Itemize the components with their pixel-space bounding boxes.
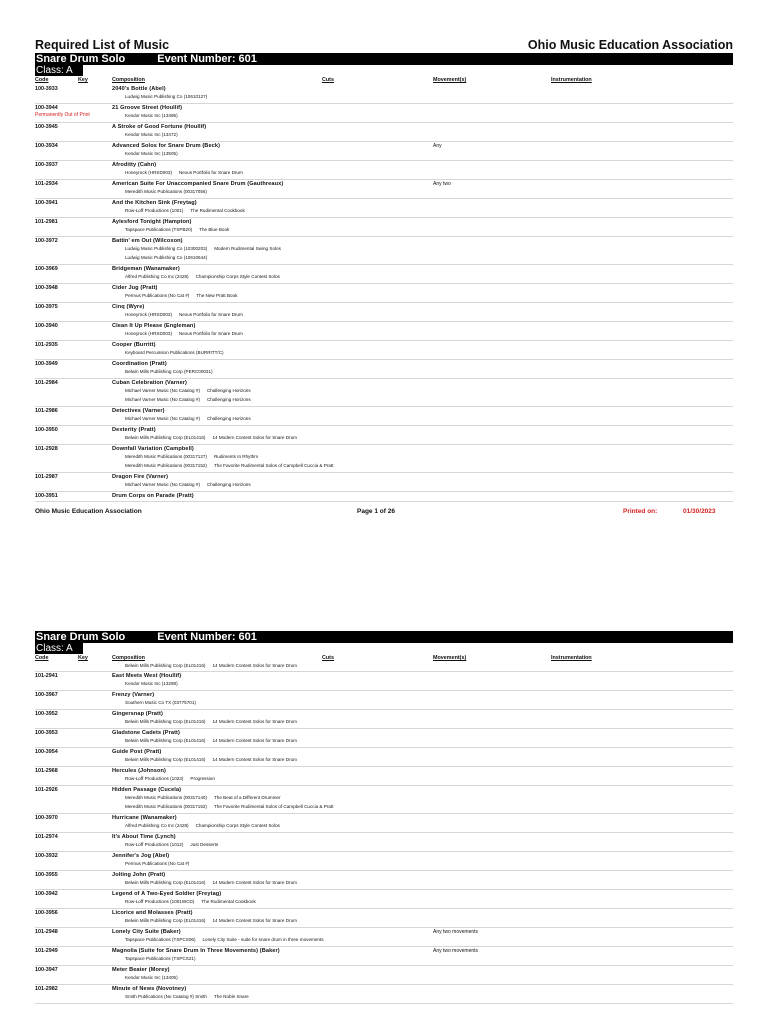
- publisher-line: [125, 293, 237, 298]
- composition-title: Licorice and Molasses (Pratt): [112, 910, 193, 916]
- composition-title: Dexterity (Pratt): [112, 427, 156, 433]
- publisher: Meredith Music Publications (00317152): [125, 804, 207, 809]
- collection-title: The Rudimental Cookbook: [190, 208, 245, 213]
- publisher-line: [125, 151, 178, 156]
- item-code: 100-3970: [35, 815, 58, 821]
- publisher-line: [125, 274, 280, 279]
- publisher: Row-Loff Productions (1001): [125, 208, 184, 213]
- composition-title: Bridgeman (Wanamaker): [112, 266, 180, 272]
- publisher: Permus Publications (No Cat #): [125, 293, 190, 298]
- publisher-line: [125, 246, 281, 251]
- publisher: Southern Music Co TX (03775701): [125, 700, 196, 705]
- publisher: Tapspace Publications (TSPCS21): [125, 956, 196, 961]
- list-item: [35, 947, 733, 966]
- col-key: Key: [78, 77, 88, 83]
- item-code: 100-3975: [35, 304, 58, 310]
- publisher-line: [125, 312, 243, 317]
- publisher: Alfred Publishing Co Inc (2428): [125, 274, 189, 279]
- publisher: Meredith Music Publications (00317140): [125, 795, 207, 800]
- composition-title: Hurricane (Wanamaker): [112, 815, 177, 821]
- item-code: 100-3947: [35, 967, 58, 973]
- publisher-line: [125, 956, 195, 961]
- composition-title: Cider Jug (Pratt): [112, 285, 158, 291]
- publisher: Meredith Music Publications (00317056): [125, 189, 207, 194]
- item-code: 101-2934: [35, 181, 58, 187]
- collection-title: Nexus Portfolio for Snare Drum: [178, 331, 243, 336]
- publisher: Michael Varner Music (No Catalog #): [125, 397, 200, 402]
- composition-title: Drum Corps on Parade (Pratt): [112, 493, 194, 499]
- list-item: [35, 871, 733, 890]
- publisher: Belwin Mills Publishing Corp (EL01416): [125, 435, 206, 440]
- col-composition: Composition: [112, 77, 145, 83]
- collection-title: Lonely City Suite - suite for snare drum in three movements: [202, 937, 324, 942]
- publisher: Michael Varner Music (No Catalog #): [125, 482, 200, 487]
- collection-title: 14 Modern Contest Solos for Snare Drum: [212, 719, 297, 724]
- publisher-line: [125, 804, 333, 809]
- composition-title: East Meets West (Houllif): [112, 673, 182, 679]
- publisher: Belwin Mills Publishing Corp (EL01416): [125, 719, 206, 724]
- publisher-line: [125, 416, 251, 421]
- list-item: [35, 710, 733, 729]
- list-item: [35, 218, 733, 237]
- list-item: [35, 426, 733, 445]
- composition-title: Cuban Celebration (Varner): [112, 380, 188, 386]
- publisher-line: [125, 369, 213, 374]
- publisher-line: [125, 937, 324, 942]
- publisher-line: [125, 738, 297, 743]
- collection-title: 14 Modern Contest Solos for Snare Drum: [212, 435, 297, 440]
- collection-title: Championship Corps Style Contest Solos: [195, 274, 280, 279]
- item-code: 101-2941: [35, 673, 58, 679]
- composition-title: Coordination (Pratt): [112, 361, 167, 367]
- event-number: Event Number: 601: [157, 631, 257, 643]
- publisher: Smith Publications (No Catalog #) Smith: [125, 994, 207, 999]
- item-code: 101-2948: [35, 929, 58, 935]
- publisher: Belwin Mills Publishing Corp (PERC00031): [125, 369, 213, 374]
- composition-title: It's About Time (Lynch): [112, 834, 176, 840]
- publisher-line: [125, 94, 207, 99]
- publisher: Kendor Music Inc (13505): [125, 151, 178, 156]
- col-instrumentation: Instrumentation: [551, 655, 592, 661]
- collection-title: Progression: [190, 776, 215, 781]
- composition-title: American Suite For Unaccompanied Snare Drum (Gauthreaux): [112, 181, 284, 187]
- publisher: Belwin Mills Publishing Corp (EL01416): [125, 663, 206, 668]
- item-code: 100-3933: [35, 86, 58, 92]
- item-code: 100-3944: [35, 105, 58, 111]
- publisher-line: [125, 663, 297, 668]
- item-code: 100-3972: [35, 238, 58, 244]
- item-code: 101-2968: [35, 768, 58, 774]
- composition-title: Minute of News (Novotney): [112, 986, 187, 992]
- continued-publisher-row: [35, 663, 733, 672]
- collection-title: Challenging Horizons: [206, 416, 251, 421]
- publisher-line: [125, 170, 243, 175]
- report-header: [35, 34, 733, 52]
- collection-title: The Beat of a Different Drummer: [213, 795, 281, 800]
- list-item: [35, 85, 733, 104]
- item-code: 100-3949: [35, 361, 58, 367]
- report-page-2: [35, 630, 733, 1004]
- item-code: 100-3969: [35, 266, 58, 272]
- collection-title: Nexus Portfolio for Snare Drum: [178, 312, 243, 317]
- item-code: 100-3953: [35, 730, 58, 736]
- col-movements: Movement(s): [433, 77, 467, 83]
- composition-title: Aylesford Tonight (Hampton): [112, 219, 192, 225]
- list-item: [35, 303, 733, 322]
- publisher-line: [125, 795, 281, 800]
- composition-title: Lonely City Suite (Baker): [112, 929, 181, 935]
- composition-title: Meter Beater (Morey): [112, 967, 170, 973]
- item-code: 101-2974: [35, 834, 58, 840]
- item-code: 100-3952: [35, 711, 58, 717]
- col-code: Code: [35, 655, 49, 661]
- publisher: Michael Varner Music (No Catalog #): [125, 388, 200, 393]
- collection-title: The Noble Snare: [213, 994, 249, 999]
- list-item: [35, 265, 733, 284]
- col-instrumentation: Instrumentation: [551, 77, 592, 83]
- publisher-line: [125, 189, 207, 194]
- publisher-line: [125, 842, 218, 847]
- list-item: [35, 142, 733, 161]
- page-number: Page 1 of 26: [357, 508, 395, 515]
- publisher-line: [125, 397, 251, 402]
- publisher-line: [125, 861, 189, 866]
- event-number: Event Number: 601: [157, 53, 257, 65]
- printed-on-label: Printed on:: [623, 508, 658, 515]
- composition-title: Gladstone Cadets (Pratt): [112, 730, 180, 736]
- publisher: Kendor Music Inc (13298): [125, 681, 178, 686]
- publisher-line: [125, 880, 297, 885]
- publisher-line: [125, 776, 215, 781]
- item-code: 100-3954: [35, 749, 58, 755]
- composition-title: 21 Groove Street (Houllif): [112, 105, 183, 111]
- list-item: [35, 966, 733, 985]
- item-code: 101-2926: [35, 787, 58, 793]
- composition-title: Detectives (Varner): [112, 408, 165, 414]
- item-code: 100-3934: [35, 143, 58, 149]
- composition-title: And the Kitchen Sink (Freytag): [112, 200, 197, 206]
- item-code: 101-2928: [35, 446, 58, 452]
- publisher-line: [125, 132, 178, 137]
- item-code: 100-3967: [35, 692, 58, 698]
- collection-title: 14 Modern Contest Solos for Snare Drum: [212, 918, 297, 923]
- publisher: Honeyrock (HRSD003): [125, 312, 172, 317]
- composition-title: Gingersnap (Pratt): [112, 711, 163, 717]
- report-page-1: [35, 34, 733, 518]
- collection-title: The Favorite Rudimental Solos of Campbell Cuccia & Pratt: [213, 463, 334, 468]
- publisher: Ludwig Music Publishing Co (10610127): [125, 94, 208, 99]
- list-item: [35, 284, 733, 303]
- col-composition: Composition: [112, 655, 145, 661]
- composition-title: Frenzy (Varner): [112, 692, 155, 698]
- list-item: [35, 928, 733, 947]
- collection-title: Nexus Portfolio for Snare Drum: [178, 170, 243, 175]
- composition-title: Jolting John (Pratt): [112, 872, 166, 878]
- collection-title: The Favorite Rudimental Solos of Campbell Cuccia & Pratt: [213, 804, 334, 809]
- col-movements: Movement(s): [433, 655, 467, 661]
- composition-title: Clean It Up Please (Engleman): [112, 323, 196, 329]
- composition-title: Magnolia (Suite for Snare Drum In Three Movements) (Baker): [112, 948, 280, 954]
- publisher: Tapspace Publications (TSPB20): [125, 227, 193, 232]
- collection-title: The Rudimental Cookbook: [201, 899, 256, 904]
- publisher-line: [125, 681, 178, 686]
- item-code: 100-3948: [35, 285, 58, 291]
- composition-title: Hercules (Johnson): [112, 768, 167, 774]
- event-bar: [35, 631, 733, 643]
- publisher: Row-Loff Productions (1001WCD): [125, 899, 195, 904]
- publisher-line: [125, 700, 196, 705]
- item-code: 100-3956: [35, 910, 58, 916]
- publisher-line: [125, 350, 224, 355]
- publisher-line: [125, 463, 333, 468]
- composition-list: [35, 85, 733, 502]
- publisher: Meredith Music Publications (00317152): [125, 463, 207, 468]
- composition-title: 2040's Bottle (Abel): [112, 86, 166, 92]
- list-item: [35, 852, 733, 871]
- list-item: [35, 180, 733, 199]
- publisher-line: [125, 255, 207, 260]
- composition-title: Cinq (Wyre): [112, 304, 145, 310]
- composition-title: Dragon Fire (Varner): [112, 474, 169, 480]
- movements: Any: [433, 143, 442, 149]
- publisher: Ludwig Music Publishing Co (10300203): [125, 246, 208, 251]
- composition-title: Legend of A Two-Eyed Soldier (Freytag): [112, 891, 222, 897]
- list-item: [35, 445, 733, 473]
- item-code: 100-3945: [35, 124, 58, 130]
- list-item: [35, 360, 733, 379]
- publisher: Meredith Music Publications (00317127): [125, 454, 207, 459]
- publisher-line: [125, 454, 258, 459]
- composition-title: Guide Post (Pratt): [112, 749, 162, 755]
- collection-title: The New Pratt Book: [196, 293, 238, 298]
- list-item: [35, 672, 733, 691]
- item-code: 100-3937: [35, 162, 58, 168]
- publisher: Honeyrock (HRSD003): [125, 170, 172, 175]
- publisher: Permus Publications (No Cat #): [125, 861, 190, 866]
- list-item: [35, 985, 733, 1004]
- publisher: Belwin Mills Publishing Corp (EL01416): [125, 918, 206, 923]
- publisher-line: [125, 113, 178, 118]
- organization-name: Ohio Music Education Association: [527, 38, 733, 52]
- publisher-line: [125, 823, 280, 828]
- item-code: 100-3932: [35, 853, 58, 859]
- list-item: [35, 729, 733, 748]
- item-code: 100-3950: [35, 427, 58, 433]
- list-item: [35, 407, 733, 426]
- publisher: Alfred Publishing Co Inc (2428): [125, 823, 189, 828]
- publisher-line: [125, 208, 245, 213]
- publisher: Belwin Mills Publishing Corp (EL01416): [125, 738, 206, 743]
- publisher-line: [125, 918, 297, 923]
- collection-title: The Blue Book: [199, 227, 230, 232]
- collection-title: 14 Modern Contest Solos for Snare Drum: [212, 880, 297, 885]
- list-item: [35, 767, 733, 786]
- list-item: [35, 492, 733, 502]
- composition-list: [35, 672, 733, 1004]
- publisher-line: [125, 994, 249, 999]
- publisher: Ludwig Music Publishing Co (10610644): [125, 255, 208, 260]
- composition-title: A Stroke of Good Fortune (Houllif): [112, 124, 207, 130]
- publisher: Keyboard Percussion Publications (BURRITT/C): [125, 350, 224, 355]
- collection-title: Challenging Horizons: [206, 388, 251, 393]
- publisher: Row-Loff Productions (1023): [125, 776, 184, 781]
- publisher-line: [125, 435, 297, 440]
- item-code: 101-2984: [35, 380, 58, 386]
- collection-title: 14 Modern Contest Solos for Snare Drum: [212, 663, 297, 668]
- item-code: 100-3940: [35, 323, 58, 329]
- composition-title: Afroditty (Cahn): [112, 162, 157, 168]
- page-footer: [35, 508, 733, 518]
- list-item: [35, 786, 733, 814]
- list-item: [35, 199, 733, 218]
- list-item: [35, 748, 733, 767]
- movements: Any two movements: [433, 948, 479, 954]
- composition-title: Advanced Solos for Snare Drum (Beck): [112, 143, 221, 149]
- publisher: Honeyrock (HRSD003): [125, 331, 172, 336]
- collection-title: Just Desserts: [190, 842, 219, 847]
- collection-title: Challenging Horizons: [206, 482, 251, 487]
- publisher: Kendor Music Inc (13405): [125, 975, 178, 980]
- publisher: Belwin Mills Publishing Corp (EL01416): [125, 880, 206, 885]
- class-label: Class: A: [35, 65, 83, 76]
- collection-title: Rudiments In Rhythm: [213, 454, 259, 459]
- composition-title: Downfall Variation (Campbell): [112, 446, 194, 452]
- event-name: Snare Drum Solo: [36, 631, 126, 643]
- list-item: [35, 123, 733, 142]
- item-code: 100-3941: [35, 200, 58, 206]
- collection-title: Modern Rudimental Swing Solos: [214, 246, 281, 251]
- publisher-line: [125, 899, 256, 904]
- item-code: 101-2949: [35, 948, 58, 954]
- list-item: [35, 161, 733, 180]
- collection-title: 14 Modern Contest Solos for Snare Drum: [212, 757, 297, 762]
- publisher-line: [125, 975, 178, 980]
- item-code: 100-3955: [35, 872, 58, 878]
- class-label: Class: A: [35, 643, 83, 654]
- item-code: 101-2981: [35, 219, 58, 225]
- list-item: [35, 237, 733, 265]
- list-item: [35, 379, 733, 407]
- item-code: 101-2987: [35, 474, 58, 480]
- printed-date: 01/30/2023: [683, 508, 716, 515]
- publisher-line: [125, 482, 251, 487]
- movements: Any two: [433, 181, 451, 187]
- status-note: Permanently Out of Print: [35, 112, 90, 118]
- collection-title: 14 Modern Contest Solos for Snare Drum: [212, 738, 297, 743]
- list-item: [35, 691, 733, 710]
- item-code: 101-2982: [35, 986, 58, 992]
- report-title: Required List of Music: [35, 38, 170, 52]
- collection-title: Championship Corps Style Contest Solos: [195, 823, 280, 828]
- list-item: [35, 473, 733, 492]
- list-item: [35, 890, 733, 909]
- publisher: Kendor Music Inc (13495): [125, 113, 178, 118]
- publisher-line: [125, 331, 243, 336]
- publisher-line: [125, 227, 229, 232]
- publisher: Row-Loff Productions (1012): [125, 842, 184, 847]
- column-headers: [35, 76, 733, 85]
- column-headers: [35, 654, 733, 663]
- collection-title: Challenging Horizons: [206, 397, 251, 402]
- composition-title: Cooper (Burritt): [112, 342, 156, 348]
- list-item: [35, 104, 733, 123]
- list-item: [35, 341, 733, 360]
- publisher: Tapspace Publications (TSPCS06): [125, 937, 196, 942]
- list-item: [35, 909, 733, 928]
- publisher-line: [125, 757, 297, 762]
- col-cuts: Cuts: [322, 655, 334, 661]
- composition-title: Jennifer's Jog (Abel): [112, 853, 170, 859]
- list-item: [35, 814, 733, 833]
- list-item: [35, 322, 733, 341]
- item-code: 101-2935: [35, 342, 58, 348]
- col-key: Key: [78, 655, 88, 661]
- col-cuts: Cuts: [322, 77, 334, 83]
- publisher-line: [125, 719, 297, 724]
- item-code: 101-2986: [35, 408, 58, 414]
- item-code: 100-3942: [35, 891, 58, 897]
- publisher: Kendor Music Inc (13472): [125, 132, 178, 137]
- publisher-line: [125, 388, 251, 393]
- composition-title: Battin' em Out (Wilcoxon): [112, 238, 183, 244]
- col-code: Code: [35, 77, 49, 83]
- list-item: [35, 833, 733, 852]
- publisher: Michael Varner Music (No Catalog #): [125, 416, 200, 421]
- event-bar: [35, 53, 733, 65]
- event-name: Snare Drum Solo: [36, 53, 126, 65]
- composition-title: Hidden Passage (Cucela): [112, 787, 182, 793]
- footer-organization: Ohio Music Education Association: [35, 508, 142, 515]
- publisher: Belwin Mills Publishing Corp (EL01416): [125, 757, 206, 762]
- movements: Any two movements: [433, 929, 479, 935]
- item-code: 100-3951: [35, 493, 58, 499]
